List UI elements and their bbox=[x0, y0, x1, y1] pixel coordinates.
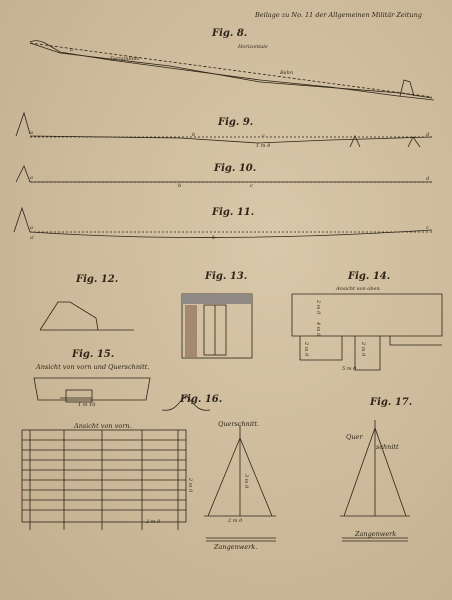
fig8-drawing bbox=[30, 41, 434, 100]
fig11-point-b: b bbox=[212, 235, 216, 241]
fig17-zangenwerk: Zangenwerk bbox=[355, 530, 397, 538]
plate-header: Beilage zu No. 11 der Allgemeinen Militär Zeitung bbox=[255, 11, 422, 19]
fig8-horizontale: Horizontale bbox=[238, 44, 268, 50]
fig12-label: Fig. 12. bbox=[76, 274, 119, 285]
fig10-point-c: c bbox=[250, 183, 253, 189]
fig16-dim-2: 2 m 0 bbox=[146, 519, 161, 525]
fig17-schnitt: schnitt bbox=[376, 443, 399, 451]
fig13-label: Fig. 13. bbox=[205, 271, 248, 282]
fig16-label: Fig. 16. bbox=[180, 394, 223, 405]
fig9-point-c: c bbox=[262, 133, 265, 139]
fig10-point-a: a bbox=[30, 175, 33, 181]
fig16-dim-3: 3 m 0 bbox=[243, 474, 249, 489]
fig16-dim-1: 2 m 0 bbox=[187, 478, 193, 493]
fig11-label: Fig. 11. bbox=[212, 207, 255, 218]
fig12-drawing bbox=[40, 302, 134, 330]
fig15-drawing bbox=[34, 378, 150, 402]
fig15-dimension: 1 m 10 bbox=[78, 402, 96, 408]
fig11-point-c: c bbox=[426, 225, 429, 231]
fig15-caption: Ansicht von vorn und Querschnitt. bbox=[36, 363, 150, 371]
fig11-point-a: a bbox=[30, 225, 33, 231]
fig14-dim-5: 5 m 0 bbox=[342, 366, 357, 372]
fig16-caption: Ansicht von vorn. bbox=[74, 422, 132, 430]
fig8-bahn: Bahn bbox=[280, 70, 294, 76]
fig10-point-b: b bbox=[178, 183, 182, 189]
fig14-dim-3: 2 m 0 bbox=[303, 342, 309, 357]
fig15-label: Fig. 15. bbox=[72, 349, 115, 360]
fig14-dim-4: 2 m 0 bbox=[360, 342, 366, 357]
fig9-point-a: a bbox=[30, 130, 33, 136]
fig9-point-d: d bbox=[426, 132, 430, 138]
fig8-label: Fig. 8. bbox=[212, 28, 248, 39]
fig9-label: Fig. 9. bbox=[218, 117, 254, 128]
fig14-dim-1: 2 m 0 bbox=[315, 300, 321, 315]
fig16-dim-4: 2 m 0 bbox=[228, 518, 243, 524]
fig16-zangenwerk: Zangenwerk. bbox=[214, 543, 258, 551]
fig8-point-a: a bbox=[70, 47, 73, 53]
fig9-point-b: b bbox=[192, 132, 196, 138]
fig8-terrainlinie: Terrainlinie bbox=[110, 56, 140, 62]
fig14-label: Fig. 14. bbox=[348, 271, 391, 282]
fig17-label: Fig. 17. bbox=[370, 397, 413, 408]
fig10-label: Fig. 10. bbox=[214, 163, 257, 174]
fig16-querschnitt: Querschnitt. bbox=[218, 420, 260, 428]
fig14-caption: Ansicht von oben. bbox=[336, 286, 382, 292]
fig14-dim-2: 4 m 6 bbox=[315, 322, 321, 337]
fig17-quer: Quer bbox=[346, 433, 363, 441]
fig10-point-d: d bbox=[426, 176, 430, 182]
fig9-dimension: 1 m 8 bbox=[256, 143, 271, 149]
fig11-point-a2: a' bbox=[30, 235, 35, 241]
fig13-drawing bbox=[182, 294, 252, 358]
